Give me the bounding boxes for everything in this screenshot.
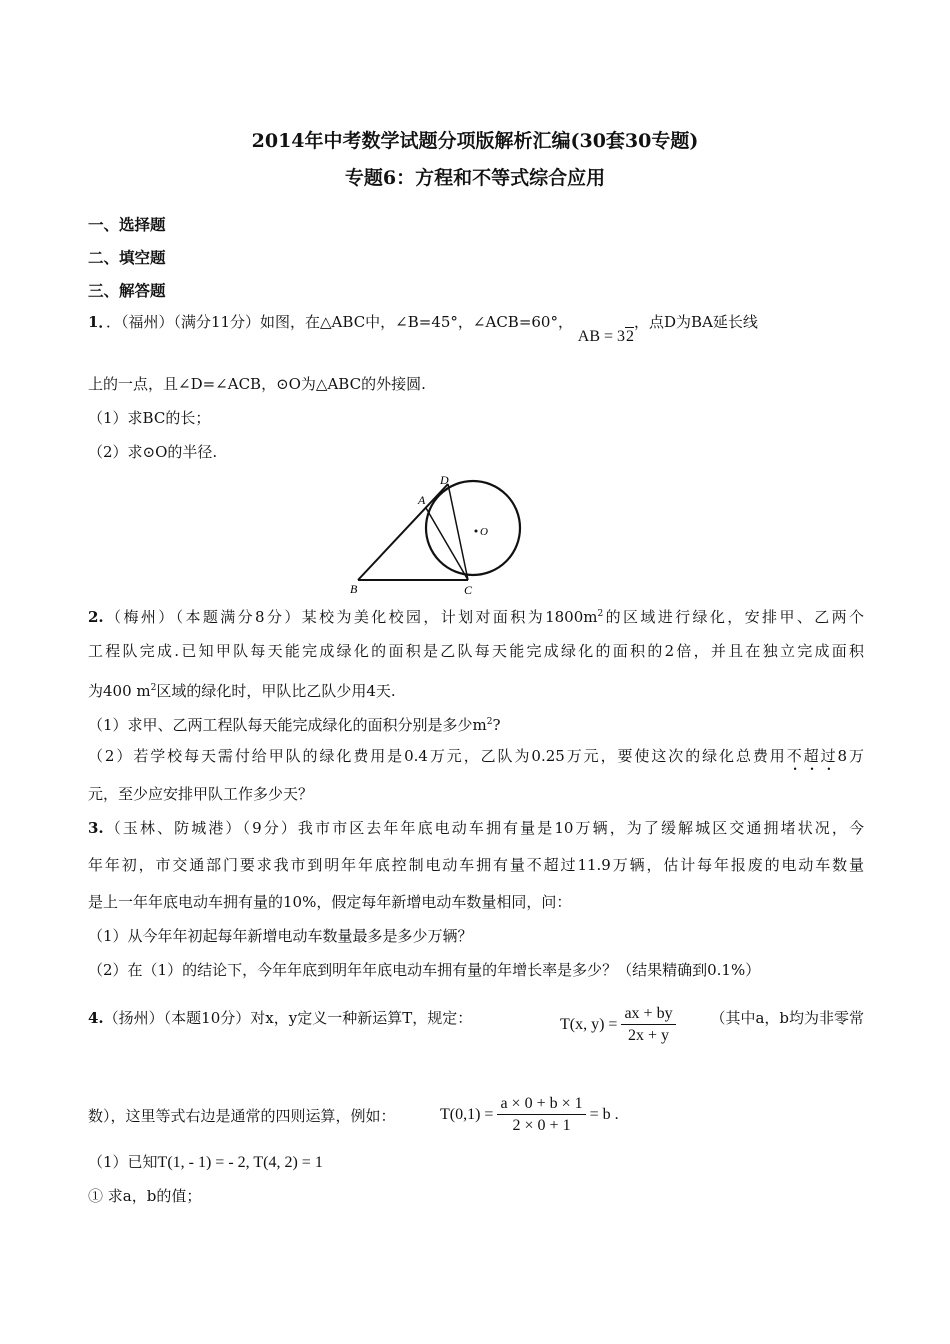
label-o: O xyxy=(480,526,488,538)
q2-sup-3: 2 xyxy=(486,717,493,727)
q4-sub1-label: （1）已知 xyxy=(88,1153,158,1171)
q2-line3-a: 为400 m xyxy=(88,682,151,700)
q2-sub2-emphasis: 不超过 xyxy=(786,747,838,765)
q4-example-formula xyxy=(440,1094,619,1137)
q4-line2: 数），这里等式右边是通常的四则运算，例如： xyxy=(88,1107,396,1125)
q2-sub2 xyxy=(88,746,864,774)
q1-math-ab-lhs: AB = 3 xyxy=(577,328,626,345)
q3-sub1: （1）从今年年初起每年新增电动车数量最多是多少万辆？ xyxy=(88,927,473,945)
circumcircle xyxy=(426,481,520,575)
q1-sub2: （2）求⊙O的半径. xyxy=(88,443,218,461)
q4-number: 4. xyxy=(88,1009,104,1027)
segment-bd xyxy=(358,484,448,580)
q4-example-denominator: 2 × 0 + 1 xyxy=(512,1117,571,1134)
q2-sub1 xyxy=(88,712,864,735)
q1-sub1: （1）求BC的长； xyxy=(88,409,211,427)
q2-line1-a: （梅州）（本题满分8分）某校为美化校园，计划对面积为1800m xyxy=(103,608,598,626)
q3-line3: 是上一年年底电动车拥有量的10%，假定每年新增电动车数量相同，问： xyxy=(88,893,572,911)
section-fill: 二、填空题 xyxy=(88,248,166,267)
q4-text-a: （扬州）（本题10分）对x，y定义一种新运算T，规定： xyxy=(103,1009,473,1027)
label-b: B xyxy=(350,582,358,596)
q3-line1-text: （玉林、防城港）（9分）我市市区去年年底电动车拥有量是10万辆，为了缓解城区交通拥堵状况，今 xyxy=(103,819,864,837)
q3-line1 xyxy=(88,818,864,838)
q4-formula-fraction xyxy=(621,1004,675,1047)
q4-formula-lhs: T(x, y) = xyxy=(560,1016,618,1034)
q4-example-fraction xyxy=(497,1094,585,1137)
q1-line2: 上的一点，且∠D=∠ACB，⊙O为△ABC的外接圆. xyxy=(88,375,426,393)
q4-sub1-item1: ① 求a，b的值； xyxy=(88,1187,202,1205)
q4-fraction-denominator: 2x + y xyxy=(628,1027,670,1044)
label-a: A xyxy=(418,493,426,507)
q2-sub1-a: （1）求甲、乙两工程队每天能完成绿化的面积分别是多少m xyxy=(88,716,487,734)
q2-sup-1: 2 xyxy=(597,609,604,619)
q2-sub2-b: 8万 xyxy=(837,747,864,765)
q2-sub2-line2: 元，至少应安排甲队工作多少天？ xyxy=(88,785,314,803)
q1-math-root: 2 xyxy=(626,328,635,345)
q3-number: 3. xyxy=(88,819,104,837)
section-choice: 一、选择题 xyxy=(88,215,166,234)
segment-ac xyxy=(426,508,468,580)
document-title: 2014年中考数学试题分项版解析汇编(30套30专题) xyxy=(251,130,699,152)
label-c: C xyxy=(464,583,473,596)
q4-example-rhs: = b . xyxy=(589,1106,619,1124)
q3-sub2: （2）在（1）的结论下，今年年底到明年年底电动车拥有量的年增长率是多少？（结果精确到0.1%） xyxy=(88,961,761,979)
q1-line1 xyxy=(88,312,864,345)
q4-sub1-math: T(1, - 1) = - 2, T(4, 2) = 1 xyxy=(157,1154,323,1171)
q2-line3 xyxy=(88,678,864,701)
geometry-figure xyxy=(340,470,530,596)
q4-fraction-numerator: ax + by xyxy=(621,1004,675,1025)
center-point xyxy=(475,530,478,533)
section-answer: 三、解答题 xyxy=(88,281,166,300)
q2-sub2-a: （2）若学校每天需付给甲队的绿化费用是0.4万元，乙队为0.25万元，要使这次的绿化总费用 xyxy=(88,747,787,765)
q2-line2: 工程队完成.已知甲队每天能完成绿化的面积是乙队每天能完成绿化的面积的2倍，并且在独立完成面积 xyxy=(88,642,864,660)
q1-number: 1． xyxy=(88,313,106,331)
q1-text-b: ，点D为BA延长线 xyxy=(634,313,758,331)
q2-line1 xyxy=(88,604,864,627)
q2-number: 2. xyxy=(88,608,104,626)
q2-sub1-b: ? xyxy=(492,716,501,734)
q2-sup-2: 2 xyxy=(150,683,157,693)
document-subtitle: 专题6：方程和不等式综合应用 xyxy=(344,167,606,189)
segment-dc xyxy=(448,484,468,580)
q2-line3-b: 区域的绿化时，甲队比乙队少用4天. xyxy=(156,682,396,700)
label-d: D xyxy=(440,473,449,487)
q4-sub1 xyxy=(88,1152,864,1173)
q1-math-ab xyxy=(578,328,634,345)
q4-text-b: （其中a，b均为非零常 xyxy=(710,1009,864,1027)
q1-text-a: ．（福州）（满分11分）如图，在△ABC中，∠B=45°，∠ACB=60°， xyxy=(105,313,573,331)
q4-definition-formula xyxy=(560,1004,676,1047)
q2-line1-b: 的区域进行绿化，安排甲、乙两个 xyxy=(603,608,864,626)
q3-line2: 年年初，市交通部门要求我市到明年年底控制电动车拥有量不超过11.9万辆，估计每年报废的电动车数量 xyxy=(88,856,864,874)
q4-example-numerator: a × 0 + b × 1 xyxy=(497,1094,585,1115)
q4-example-lhs: T(0,1) = xyxy=(440,1106,494,1124)
